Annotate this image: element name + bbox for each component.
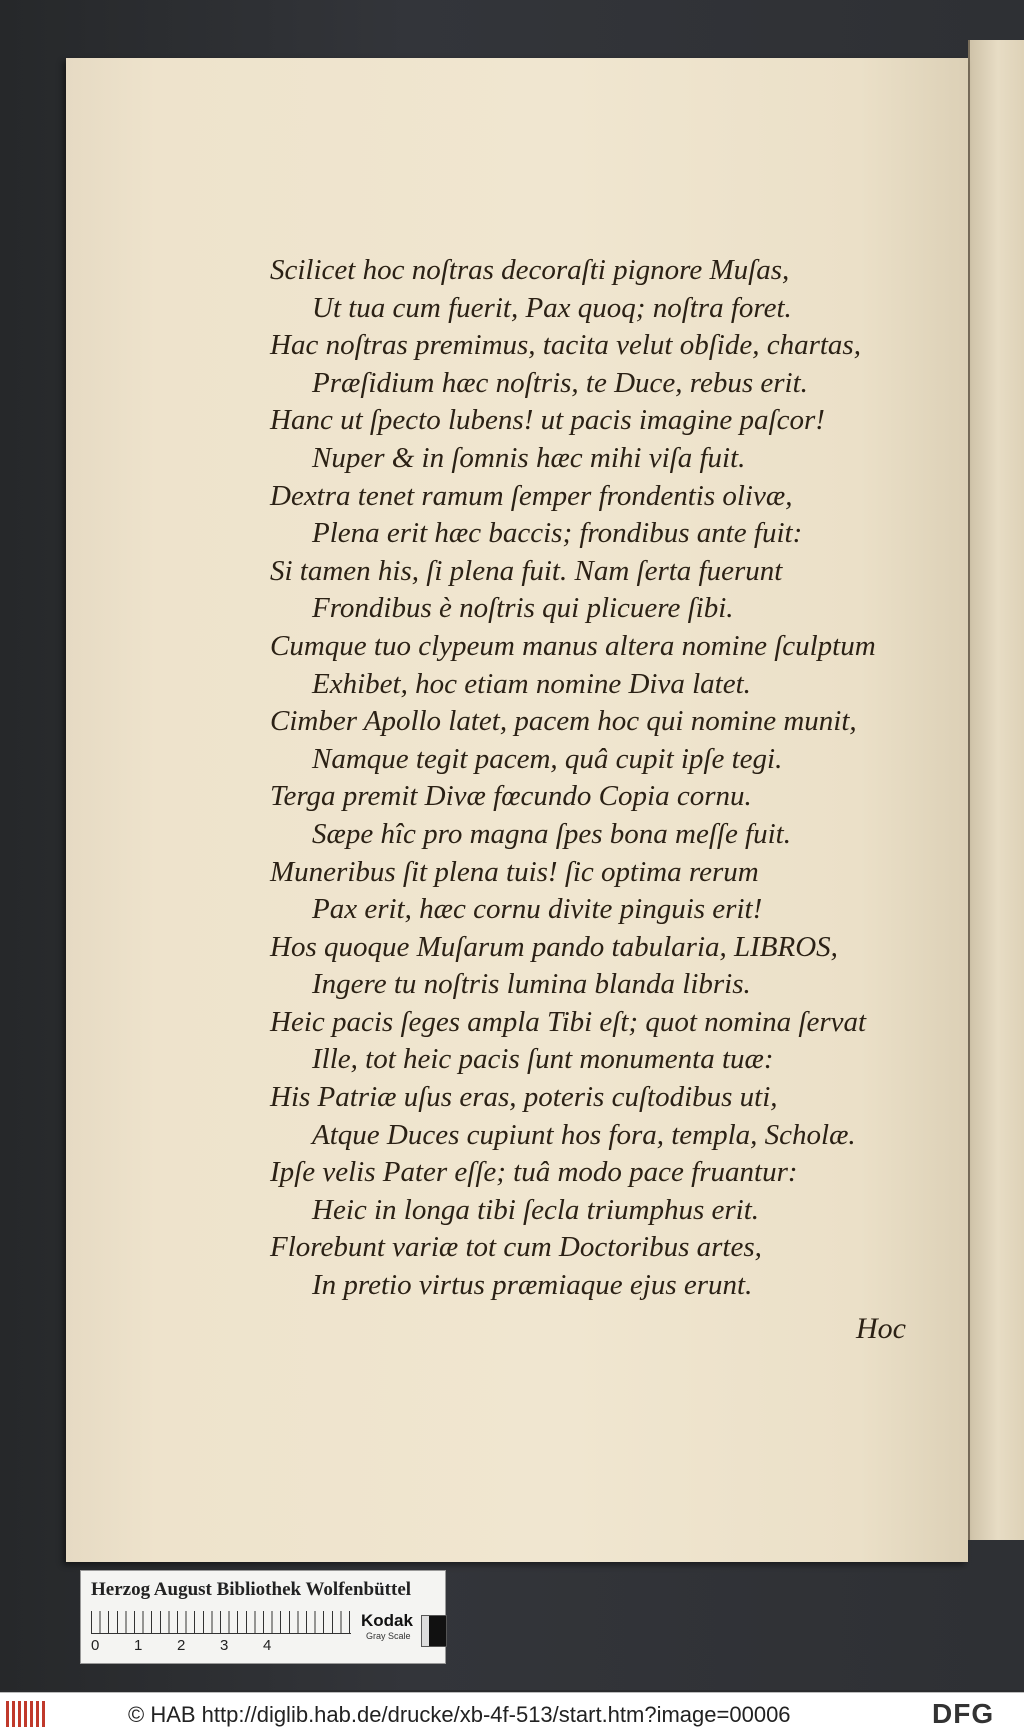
- ruler-number: 3: [220, 1637, 229, 1654]
- hab-logo-icon: [6, 1701, 46, 1727]
- poem-line: Exhibet, hoc etiam nomine Diva latet.: [312, 667, 751, 700]
- poem-line: Præſidium hæc noſtris, te Duce, rebus erit.: [312, 366, 808, 399]
- poem-line: Namque tegit pacem, quâ cupit ipſe tegi.: [312, 742, 783, 775]
- poem-line: Ipſe velis Pater eſſe; tuâ modo pace fruantur:: [270, 1156, 798, 1189]
- poem-line: Hanc ut ſpecto lubens! ut pacis imagine paſcor!: [270, 404, 825, 437]
- poem-text: [270, 252, 930, 1305]
- kodak-subtitle: Gray Scale: [366, 1631, 411, 1641]
- poem-line: In pretio virtus præmiaque ejus erunt.: [312, 1269, 753, 1302]
- calibration-card: [80, 1570, 446, 1664]
- poem-line: Si tamen his, ſi plena fuit. Nam ſerta fuerunt: [270, 554, 783, 587]
- poem-line: Sæpe hîc pro magna ſpes bona meſſe fuit.: [312, 817, 791, 850]
- dfg-logo: DFG: [932, 1698, 995, 1729]
- poem-line: Frondibus è noſtris qui plicuere ſibi.: [312, 592, 734, 625]
- poem-line: Cimber Apollo latet, pacem hoc qui nomine munit,: [270, 705, 857, 738]
- poem-line: Dextra tenet ramum ſemper frondentis olivæ,: [270, 479, 793, 512]
- ruler-number: 0: [91, 1637, 100, 1654]
- poem-line: Cumque tuo clypeum manus altera nomine ſculptum: [270, 629, 876, 662]
- kodak-logo: Kodak: [361, 1611, 413, 1630]
- poem-line: Nuper & in ſomnis hæc mihi viſa fuit.: [312, 441, 746, 474]
- catchword: Hoc: [856, 1312, 906, 1345]
- library-name: Herzog August Bibliothek Wolfenbüttel: [91, 1579, 412, 1600]
- poem-line: Ille, tot heic pacis ſunt monumenta tuæ:: [312, 1043, 774, 1076]
- poem-line: Ingere tu noſtris lumina blanda libris.: [312, 968, 751, 1001]
- poem-line: Muneribus ſit plena tuis! ſic optima rerum: [270, 855, 759, 888]
- poem-line: Florebunt variæ tot cum Doctoribus artes,: [270, 1231, 762, 1264]
- ruler-number: 2: [177, 1637, 186, 1654]
- poem-line: Ut tua cum fuerit, Pax quoq; noſtra foret.: [312, 291, 792, 324]
- ruler-number: 1: [134, 1637, 143, 1654]
- poem-line: Heic in longa tibi ſecla triumphus erit.: [312, 1193, 760, 1226]
- poem-line: Hos quoque Muſarum pando tabularia, LIBROS,: [270, 930, 838, 963]
- gray-scale-patch: [421, 1615, 447, 1647]
- ruler-number: 4: [263, 1637, 272, 1654]
- facing-page-edge: [968, 40, 1024, 1540]
- poem-line: Pax erit, hæc cornu divite pinguis erit!: [312, 893, 763, 926]
- source-url[interactable]: © HAB http://diglib.hab.de/drucke/xb-4f-513/start.htm?image=00006: [128, 1702, 791, 1727]
- scale-ruler: [91, 1611, 351, 1634]
- footer-bar: [0, 1692, 1024, 1735]
- poem-line: Atque Duces cupiunt hos fora, templa, Scholæ.: [312, 1118, 856, 1151]
- poem-line: His Patriæ uſus eras, poteris cuſtodibus uti,: [270, 1081, 778, 1114]
- poem-line: Terga premit Divæ fœcundo Copia cornu.: [270, 780, 752, 813]
- poem-line: Heic pacis ſeges ampla Tibi eſt; quot nomina ſervat: [270, 1005, 867, 1038]
- poem-line: Scilicet hoc noſtras decoraſti pignore Muſas,: [270, 254, 790, 286]
- poem-line: Hac noſtras premimus, tacita velut obſide, chartas,: [270, 329, 861, 362]
- poem-line: Plena erit hæc baccis; frondibus ante fuit:: [312, 517, 803, 550]
